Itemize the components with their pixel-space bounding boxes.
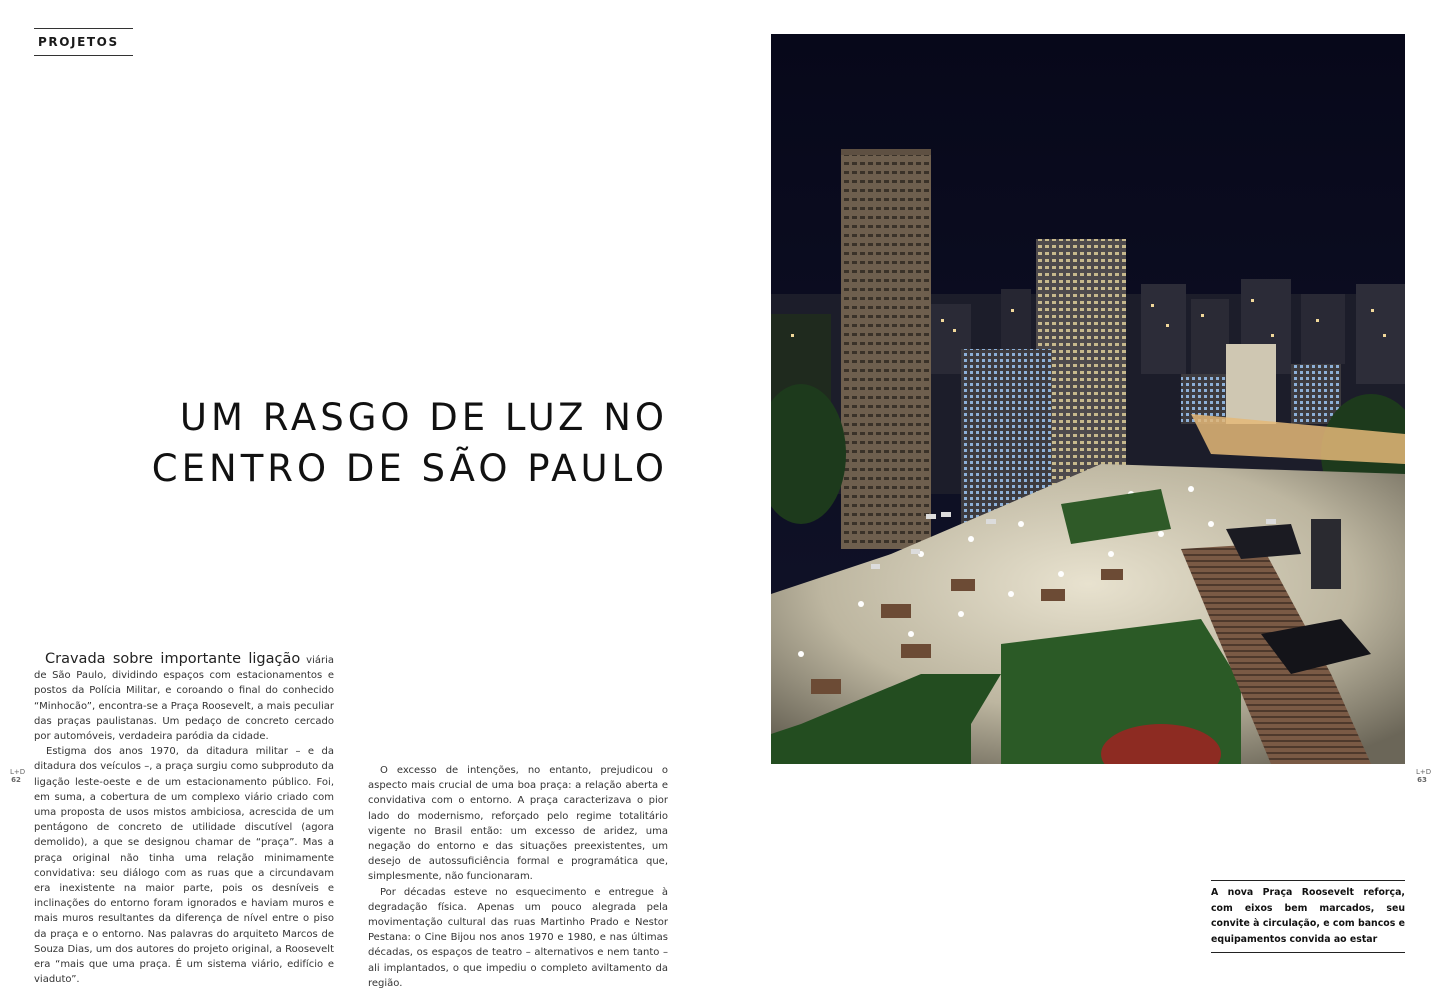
section-label: PROJETOS (38, 35, 119, 49)
body-paragraph-4: Por décadas esteve no esquecimento e entregue à degradação física. Apenas um pouco alegrada pela movimentação cultural das ruas Martinho Prado e Nestor Pestana: o Cine Bijou nos anos 1970 e 1980, e nas últimas décadas, os espaços de teatro – alternativos e nem tanto – ali implantados, o que impediu o completo aviltamento da região. (368, 886, 668, 989)
body-paragraph-1 (34, 652, 334, 744)
body-paragraph-2: Estigma dos anos 1970, da ditadura militar – e da ditadura dos veículos –, a praça surgiu como subproduto da ligação leste-oeste e de um estacionamento público. Foi, em suma, a cobertura de um complexo viário criado com uma proposta de usos mistos ambiciosa, acrescida de um pentágono de concreto de utilidade discutível (agora demolido), a que se designou chamar de “praça”. Mas a praça original não tinha uma relação minimamente convidativa: seu diálogo com as ruas que a circundavam era inexistente na maior parte, pois os desníveis e inclinações do entorno foram ignorados e haviam muros e mais muros resultantes da diferença de nível entre o piso da praça e o entorno. Nas palavras do arquiteto Marcos de Souza Dias, um dos autores do projeto original, a Roosevelt era “mais que uma praça. É um sistema viário, edifício e viaduto”. (34, 746, 334, 986)
night-photo-praca-roosevelt (771, 34, 1405, 764)
tall-tower-left (841, 149, 931, 549)
folio-left (10, 768, 26, 784)
article-headline (120, 392, 668, 494)
body-column-1 (34, 652, 334, 987)
section-tag (34, 28, 133, 56)
photo-caption (1211, 880, 1405, 953)
lead-in-text: Cravada sobre importante ligação (45, 651, 301, 667)
folio-right (1416, 768, 1432, 784)
body-paragraph-3: O excesso de intenções, no entanto, prejudicou o aspecto mais crucial de uma boa praça: a relação aberta e convidativa com o entorno. A praça caracterizava o pior lado do modernismo, reforçado pelo regime totalitário vigente no Brasil então: um excesso de aridez, uma negação do entorno e das situações preexistentes, um desejo de autossuficiência formal e programática que, simplesmente, não funcionaram. (368, 765, 668, 883)
page-number-left: 62 (11, 776, 21, 784)
folio-brand-left: L+D (10, 768, 26, 776)
headline-line-2: CENTRO DE SÃO PAULO (151, 447, 668, 490)
folio-brand-right: L+D (1416, 768, 1432, 776)
caption-text: A nova Praça Roosevelt reforça, com eixos bem marcados, seu convite à circulação, e com bancos e equipamentos convida ao estar (1211, 887, 1405, 945)
page-number-right: 63 (1417, 776, 1427, 784)
paragraph-1-text: viária de São Paulo, dividindo espaços com estacionamentos e postos da Polícia Militar, e coroando o final do conhecido “Minhocão”, encontra-se a Praça Roosevelt, a mais peculiar das praças paulistanas. Um pedaço de concreto cercado por automóveis, verdadeira paródia da cidade. (34, 655, 335, 743)
lit-building-right (1226, 344, 1276, 424)
headline-line-1: UM RASGO DE LUZ NO (179, 396, 668, 439)
body-column-2 (368, 763, 668, 991)
